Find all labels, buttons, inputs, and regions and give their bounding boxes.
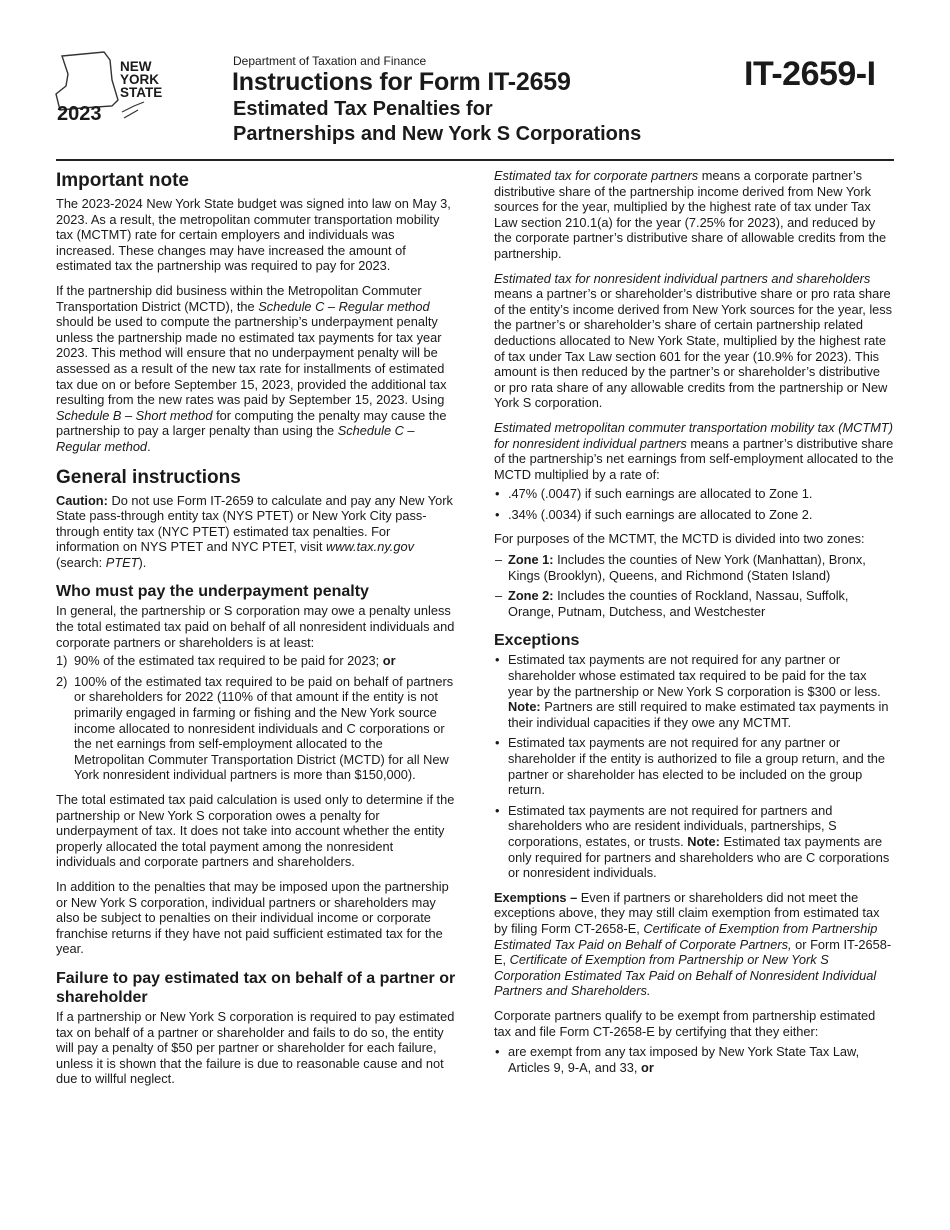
who-must-pay-heading: Who must pay the underpayment penalty [56, 583, 369, 601]
list-item: • Estimated tax payments are not required for any partner or shareholder if the entity is authorized to file a group return, and the partner or shareholder has elected to be included on the group return. [495, 735, 886, 798]
logo-year: 2023 [57, 103, 102, 125]
list-item: • .47% (.0047) if such earnings are allocated to Zone 1. [495, 486, 813, 502]
page-title: Instructions for Form IT-2659 [232, 68, 571, 96]
list-item: – Zone 1: Includes the counties of New York (Manhattan), Bronx, Kings (Brooklyn), Queens, and Richmond (Staten Island) [495, 552, 866, 583]
right-column [494, 168, 894, 1084]
list-item: – Zone 2: Includes the counties of Rockland, Nassau, Suffolk, Orange, Putnam, Dutchess, and Westchester [495, 588, 849, 619]
important-note-p1: The 2023-2024 New York State budget was signed into law on May 3, 2023. As a result, the metropolitan commuter transportation mobility tax (MCTMT) rate for certain employers and individuals was increased. These changes may have increased the amount of estimated tax the partnership was required to pay for 2023. [56, 196, 451, 274]
exemptions-paragraph: Exemptions – Even if partners or shareholders did not meet the exceptions above, they may still claim exemption from estimated tax by filing Form CT-2658-E, Certificate of Exemption from Partnership Estimated Tax Paid on Behalf of Corporate Partners, or Form IT-2658-E, Certificate of Exemption from Partnership or New York S Corporation Estimated Tax Paid on Behalf of Nonresident Individual Partners and Shareholders. [494, 889, 892, 999]
additional-penalties-paragraph: In addition to the penalties that may be imposed upon the partnership or New York S corporation, individual partners or shareholders may also be subject to penalties on their individual income or corporate franchise returns if they have not paid sufficient estimated tax for the year. [56, 878, 449, 957]
subtitle-line-1: Estimated Tax Penalties for [233, 98, 493, 120]
department-name: Department of Taxation and Finance [233, 54, 427, 68]
important-note-p2: If the partnership did business within the Metropolitan Commuter Transportation District (MCTD), the Schedule C – Regular method should be used to compute the partnership’s underpayment penalty unless the partnership made no estimated tax payments for tax year 2023. This method will ensure that no underpayment penalty will be assessed as a result of the new tax rate for installments of estimated tax due on or before September 15, 2023, provided the additional tax resulting from the new rates was paid by September 15, 2023. Using Schedule B – Short method for computing the penalty may cause the partnership to pay a larger penalty than using the Schedule C – Regular method. [56, 282, 447, 454]
form-number: IT-2659-I [744, 55, 876, 93]
mctmt-definition: Estimated metropolitan commuter transportation mobility tax (MCTMT) for nonresident individual partners means a partner’s distributive share of the partnership’s net earnings from self-employment allocated to the MCTD multiplied by a rate of: [494, 419, 894, 482]
nonresident-partners-definition: Estimated tax for nonresident individual partners and shareholders means a partner’s or shareholder’s distributive share or pro rata share of the entity’s income derived from New York sources for the year, less the partner’s or shareholder’s share of certain partnership related deductions allocated to New York State, multiplied by the highest rate of tax under Tax Law section 601 for the year (10.9% for 2023). This amount is then reduced by the partner’s or shareholder’s distributive or pro rata share of any allowable credits from the partnership or New York S corporation. [494, 270, 893, 411]
qualify-list [494, 1044, 894, 1075]
general-instructions-heading: General instructions [56, 466, 241, 488]
who-must-pay-intro: In general, the partnership or S corporation may owe a penalty unless the total estimated tax paid on behalf of all nonresident individuals and corporate partners or shareholders is at least: [56, 603, 455, 650]
subtitle-line-2: Partnerships and New York S Corporations [233, 123, 642, 145]
corporate-partners-definition: Estimated tax for corporate partners means a corporate partner’s distributive share of the partnership income derived from New York sources for the year, multiplied by the highest rate of tax under Tax Law section 210.1(a) for the year (7.25% for 2023), and reduced by the corporate partner’s distributive share of allowable credits from the partnership. [494, 168, 887, 261]
left-column [56, 168, 456, 1096]
logo-name: NEW YORK STATE [120, 59, 163, 100]
list-item: • .34% (.0034) if such earnings are allocated to Zone 2. [495, 506, 813, 522]
exceptions-list [494, 652, 894, 880]
important-note-heading: Important note [56, 170, 189, 191]
header-divider [56, 159, 894, 161]
tax-website-link[interactable]: www.tax.ny.gov [326, 539, 414, 555]
page-subtitle [233, 97, 753, 147]
mctmt-rate-list [494, 486, 894, 522]
list-item: • Estimated tax payments are not required for partners and shareholders who are resident individuals, partnerships, S corporations, estates, or trusts. Note: Estimated tax payments are only required for partners and shareholders who are C corporations or nonresident individuals. [495, 802, 890, 881]
list-item: • are exempt from any tax imposed by New York State Tax Law, Articles 9, 9-A, and 33, or [495, 1044, 860, 1075]
who-must-pay-list [56, 653, 456, 783]
failure-to-pay-paragraph: If a partnership or New York S corporation is required to pay estimated tax on behalf of a partner or shareholder and fails to do so, the entity will pay a penalty of $50 per partner or shareholder for each failure, unless it is shown that the failure is due to reasonable cause and not due to willful neglect. [56, 1008, 455, 1087]
corporate-qualify-paragraph: Corporate partners qualify to be exempt from partnership estimated tax and file Form CT-2658-E by certifying that they either: [494, 1007, 876, 1039]
list-item: 1) 90% of the estimated tax required to be paid for 2023; or [56, 653, 396, 669]
exceptions-heading: Exceptions [494, 632, 580, 650]
zones-intro: For purposes of the MCTMT, the MCTD is divided into two zones: [494, 531, 865, 547]
total-estimated-tax-paragraph: The total estimated tax paid calculation is used only to determine if the partnership or New York S corporation owes a penalty for underpayment of tax. It does not take into account whether the entity properly allocated the total payment among the nonresident individuals and corporate partners and shareholders. [56, 792, 455, 870]
caution-paragraph: Caution: Do not use Form IT-2659 to calculate and pay any New York State pass-through entity tax (NYS PTET) or New York City pass-through entity tax (NYC PTET) estimated tax penalties. For information on NYS PTET and NYC PTET, visit www.tax.ny.gov (search: PTET). [56, 492, 453, 570]
zones-list [494, 552, 894, 619]
list-item: • Estimated tax payments are not required for any partner or shareholder whose estimated tax required to be paid for the tax year by the partnership or New York S corporation is $300 or less. Note: Partners are still required to make estimated tax payments in their individual capacities if they owe any MCTMT. [495, 652, 889, 730]
failure-to-pay-heading: Failure to pay estimated tax on behalf of a partner or shareholder [56, 969, 456, 1006]
list-item: 2) 100% of the estimated tax required to be paid on behalf of partners or shareholders for 2022 (110% of that amount if the entity is not primarily engaged in farming or fishing and the New York source income allocated to nonresident individuals and C corporations or the net earnings from self-employment allocated to the Metropolitan Commuter Transportation District (MCTD) for all New York nonresident individual partners is more than $150,000). [56, 673, 454, 783]
